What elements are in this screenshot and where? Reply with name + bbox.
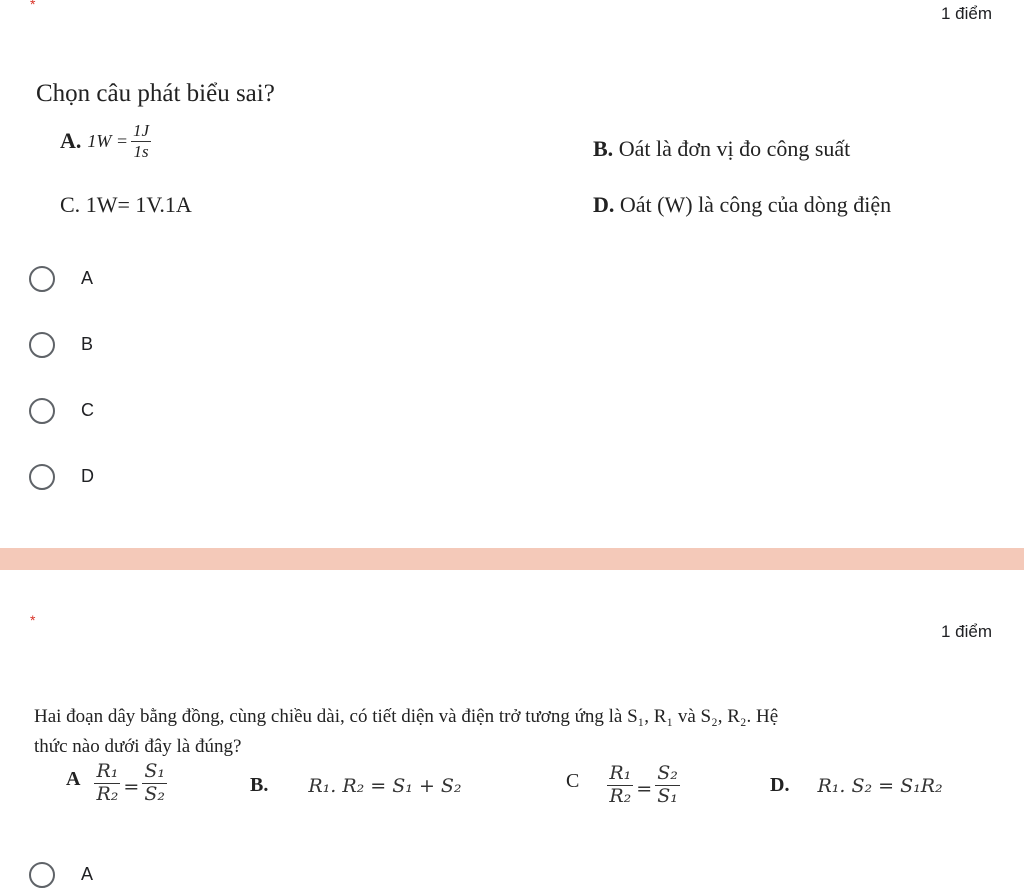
option-a-fraction: $\frac{1J}{1s}$ [133, 121, 150, 161]
points-label: 1 điểm [941, 622, 993, 641]
required-mark: * [30, 0, 36, 12]
choice-label-b: B [81, 334, 94, 354]
option-a-formula: A $\frac{\text{R₁}}{\text{R₂}}$ = $\frac{\text{S₁}}{\text{S₂}}$ [66, 760, 165, 805]
option-b-formula: B. R₁. R₂ = S₁ + S₂ [250, 774, 462, 797]
points-label: 1 điểm [941, 4, 993, 23]
choice-label-d: D [81, 466, 94, 486]
option-c-statement: C. 1W= 1V.1A [60, 192, 192, 217]
radio-b[interactable] [29, 332, 55, 358]
question-title: Hai đoạn dây bằng đồng, cùng chiều dài, có tiết diện và điện trở tương ứng là S₁, R₁ và S₂, R₂. Hệ thức nào dưới đây là đúng? [34, 706, 779, 757]
option-a-label: A. [60, 128, 82, 154]
option-a-lhs: 1W = [87, 130, 129, 151]
choice-label-a: A [81, 864, 94, 884]
required-mark: * [30, 612, 36, 628]
option-a-statement [60, 122, 154, 161]
choice-label-c: C [81, 400, 94, 420]
radio-a[interactable] [29, 266, 55, 292]
option-b-statement: B. Oát là đơn vị đo công suất [593, 136, 851, 161]
question-title: Chọn câu phát biểu sai? [36, 80, 275, 107]
section-divider [0, 548, 1024, 570]
option-d-formula: D. R₁. S₂ = S₁R₂ [770, 774, 943, 797]
radio-a[interactable] [29, 862, 55, 888]
option-d-statement: D. Oát (W) là công của dòng điện [593, 192, 892, 217]
choice-label-a: A [81, 268, 94, 288]
option-c-formula: C $\frac{\text{R₁}}{\text{R₂}}$ = $\frac{\text{S₂}}{\text{S₁}}$ [566, 762, 678, 807]
radio-c[interactable] [29, 398, 55, 424]
radio-d[interactable] [29, 464, 55, 490]
